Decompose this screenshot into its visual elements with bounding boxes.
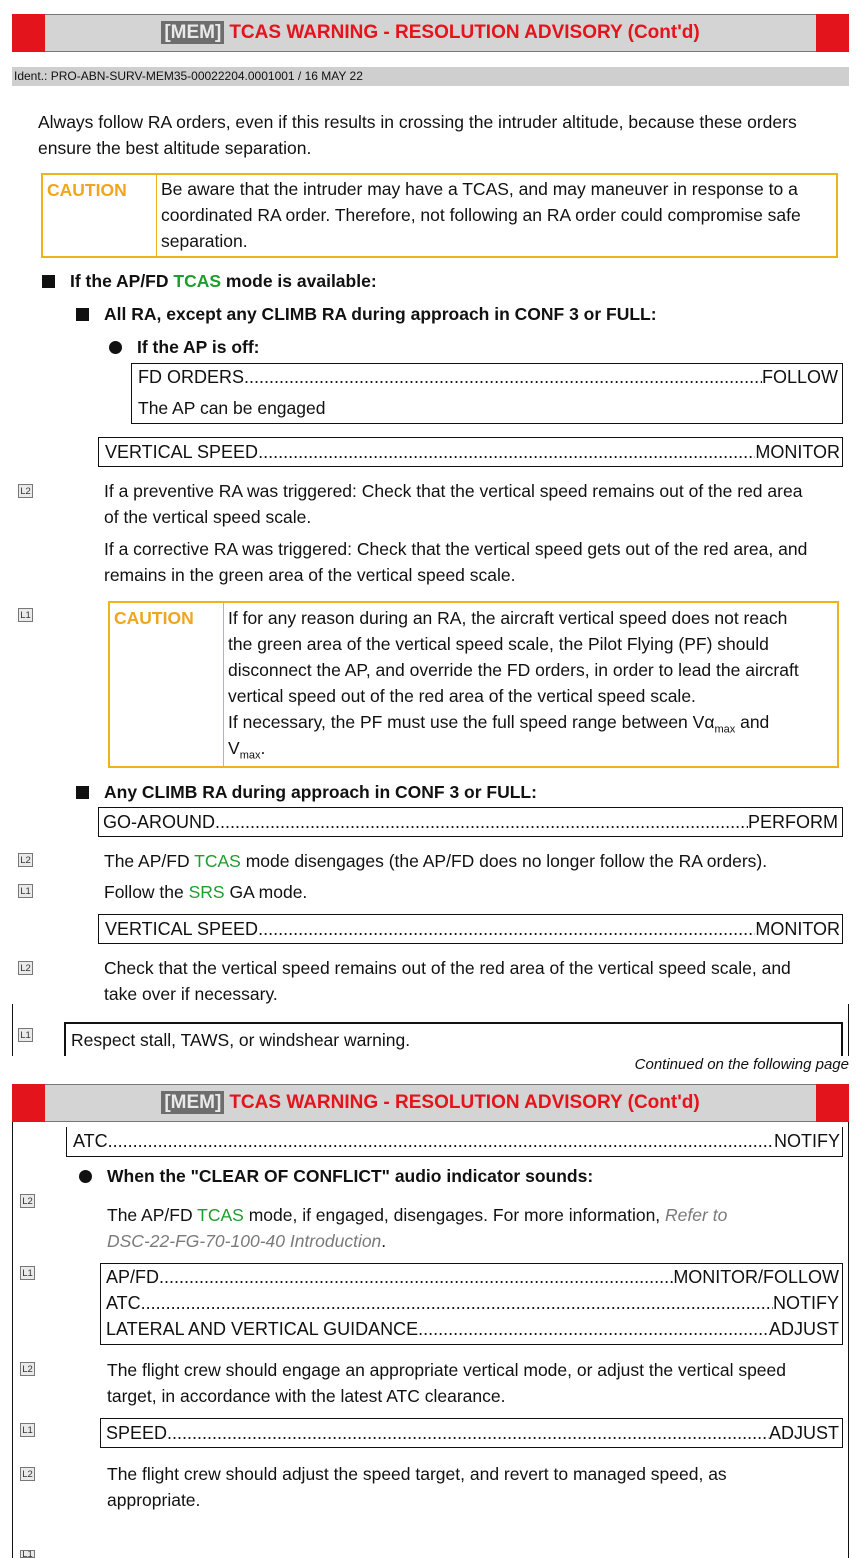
square-bullet-icon	[42, 275, 55, 288]
clear-post: mode, if engaged, disengages. For more information,	[243, 1205, 666, 1225]
vs-key-2: VERTICAL SPEED	[105, 919, 259, 939]
respect-box-left-border	[64, 1022, 66, 1056]
mem-tag: [MEM]	[161, 1091, 224, 1114]
caution-label-1: CAUTION	[47, 180, 127, 200]
preventive-line-2: of the vertical speed scale.	[104, 507, 312, 527]
level-badge-l2: L2	[20, 1467, 35, 1481]
caution-box-1	[41, 173, 838, 258]
caution1-line-3: separation.	[161, 231, 248, 251]
level-badge-l1-cut: L1	[20, 1550, 35, 1558]
tcas-mode-label: TCAS	[194, 851, 241, 871]
caution2-line-6	[228, 735, 265, 769]
respect-box-top-border	[64, 1022, 843, 1024]
atc-notify-box-1	[66, 1127, 843, 1157]
ident-line: Ident.: PRO-ABN-SURV-MEM35-00022204.0001001 / 16 MAY 22	[12, 67, 849, 86]
dsc-reference-link[interactable]: DSC-22-FG-70-100-40 Introduction	[107, 1231, 382, 1251]
cond1-post: mode is available:	[221, 271, 377, 291]
respect-warnings-line: Respect stall, TAWS, or windshear warning.	[71, 1030, 411, 1050]
page2-title	[13, 1085, 848, 1121]
intro-line-2: ensure the best altitude separation.	[38, 138, 312, 158]
apfd-key: AP/FD	[106, 1267, 160, 1287]
vmax-subscript: max	[239, 749, 261, 762]
speed-key: SPEED	[106, 1423, 168, 1443]
level-badge-l2: L2	[18, 961, 33, 975]
atc-key-1: ATC	[73, 1131, 108, 1151]
condition-clear-of-conflict: When the "CLEAR OF CONFLICT" audio indicator sounds:	[107, 1166, 594, 1186]
fd-orders-line	[138, 364, 838, 390]
caution-box-2	[108, 601, 839, 768]
condition-all-ra: All RA, except any CLIMB RA during approach in CONF 3 or FULL:	[104, 304, 657, 324]
caution-divider-2	[223, 603, 224, 766]
speed-adjust-box	[100, 1418, 843, 1448]
atc-key-2: ATC	[106, 1293, 141, 1313]
atc-value-2: NOTIFY	[773, 1293, 839, 1313]
caution2-line-3: disconnect the AP, and override the FD orders, in order to lead the aircraft	[228, 660, 799, 680]
level-badge-l2: L2	[20, 1362, 35, 1376]
disengage-line	[104, 848, 767, 875]
dot-leader	[108, 1128, 774, 1154]
preventive-line-1: If a preventive RA was triggered: Check that the vertical speed remains out of the red area	[104, 481, 803, 501]
vs-monitor-box-2	[98, 914, 843, 944]
level-badge-l1: L1	[18, 608, 33, 622]
caution2-line-4: vertical speed out of the red area of the vertical speed scale.	[228, 686, 696, 706]
condition-ap-off: If the AP is off:	[137, 337, 260, 357]
check-vs-line-2: take over if necessary.	[104, 984, 278, 1004]
atc-value-1: NOTIFY	[774, 1131, 840, 1151]
page-left-rule	[12, 1004, 13, 1056]
tcas-mode-label: TCAS	[197, 1205, 244, 1225]
follow-srs-post: GA mode.	[224, 882, 308, 902]
follow-srs-pre: Follow the	[104, 882, 189, 902]
condition-ap-fd-available	[70, 268, 377, 295]
apfd-atc-guidance-box	[100, 1263, 843, 1345]
check-vs-line-1: Check that the vertical speed remains out of the red area of the vertical speed scale, and	[104, 958, 791, 978]
caution2-line-1: If for any reason during an RA, the aircraft vertical speed does not reach	[228, 608, 788, 628]
disengage-pre: The AP/FD	[104, 851, 195, 871]
vs-monitor-line-2	[105, 916, 840, 942]
go-around-box	[98, 807, 843, 837]
clear-line-1	[107, 1202, 727, 1229]
speed-adjust-line	[106, 1420, 839, 1446]
caution2-line-2: the green area of the vertical speed scale, the Pilot Flying (PF) should	[228, 634, 769, 654]
clear-line-2	[107, 1228, 386, 1255]
adjust-speed-line-2: appropriate.	[107, 1490, 201, 1510]
page-right-rule	[848, 1004, 849, 1056]
speed-value: ADJUST	[768, 1423, 839, 1443]
disengage-post: mode disengages (the AP/FD does no longer follow the RA orders).	[240, 851, 768, 871]
vs-value-2: MONITOR	[755, 919, 840, 939]
caution1-line-1: Be aware that the intruder may have a TCAS, and may maneuver in response to a	[161, 179, 798, 199]
dot-leader	[418, 1316, 769, 1342]
page1-title	[13, 15, 848, 51]
fd-orders-box	[131, 363, 843, 424]
atc-notify-line-2	[106, 1290, 839, 1316]
crew-vertical-line-1: The flight crew should engage an appropriate vertical mode, or adjust the vertical speed	[107, 1360, 787, 1380]
ap-can-be-engaged-note: The AP can be engaged	[138, 398, 326, 418]
caution1-line-2: coordinated RA order. Therefore, not following an RA order could compromise safe	[161, 205, 801, 225]
intro-line-1: Always follow RA orders, even if this results in crossing the intruder altitude, because these orders	[38, 112, 797, 132]
adjust-speed-line-1: The flight crew should adjust the speed target, and revert to managed speed, as	[107, 1464, 727, 1484]
corrective-line-1: If a corrective RA was triggered: Check that the vertical speed gets out of the red area, and	[104, 539, 808, 559]
clear-line-2-period: .	[381, 1231, 387, 1251]
level-badge-l2: L2	[18, 484, 33, 498]
respect-box-right-border	[841, 1022, 843, 1056]
header-title-text: TCAS WARNING - RESOLUTION ADVISORY (Cont'd)	[229, 1092, 700, 1113]
round-bullet-icon	[79, 1170, 92, 1183]
dot-leader	[141, 1290, 773, 1316]
level-badge-l1: L1	[20, 1266, 35, 1280]
lateral-vertical-guidance-line	[106, 1316, 839, 1342]
header-title-text: TCAS WARNING - RESOLUTION ADVISORY (Cont'd)	[229, 22, 700, 43]
apfd-value: MONITOR/FOLLOW	[673, 1267, 839, 1287]
vamax-text: If necessary, the PF must use the full speed range between Vα	[228, 712, 715, 732]
round-bullet-icon	[109, 341, 122, 354]
srs-mode-label: SRS	[188, 882, 225, 902]
corrective-line-2: remains in the green area of the vertical speed scale.	[104, 565, 516, 585]
fd-orders-key: FD ORDERS	[138, 367, 245, 387]
square-bullet-icon	[76, 308, 89, 321]
refer-to-text: Refer to	[665, 1205, 728, 1225]
page2-right-rule	[848, 1122, 849, 1558]
go-around-key: GO-AROUND	[103, 812, 215, 832]
vs-monitor-box-1	[98, 437, 843, 467]
caution-label-2: CAUTION	[114, 608, 194, 628]
vamax-subscript: max	[714, 723, 736, 736]
level-badge-l1: L1	[20, 1423, 35, 1437]
square-bullet-icon	[76, 786, 89, 799]
level-badge-l2: L2	[18, 853, 33, 867]
vs-value-1: MONITOR	[755, 442, 840, 462]
page1-header	[12, 14, 849, 52]
dot-leader	[244, 364, 762, 390]
fd-orders-value: FOLLOW	[761, 367, 838, 387]
vamax-and: and	[735, 712, 770, 732]
level-badge-l2: L2	[20, 1194, 35, 1208]
condition-climb-ra: Any CLIMB RA during approach in CONF 3 or FULL:	[104, 782, 537, 802]
tcas-mode-label: TCAS	[173, 271, 222, 291]
vs-key-1: VERTICAL SPEED	[105, 442, 259, 462]
follow-srs-line	[104, 879, 307, 906]
vmax-period: .	[260, 738, 266, 758]
apfd-line	[106, 1264, 839, 1290]
lat-value: ADJUST	[768, 1319, 839, 1339]
dot-leader	[258, 916, 755, 942]
level-badge-l1: L1	[18, 1028, 33, 1042]
crew-vertical-line-2: target, in accordance with the latest ATC clearance.	[107, 1386, 506, 1406]
mem-tag: [MEM]	[161, 21, 224, 44]
dot-leader	[159, 1264, 673, 1290]
clear-pre: The AP/FD	[107, 1205, 198, 1225]
dot-leader	[215, 809, 748, 835]
vs-monitor-line-1	[105, 439, 840, 465]
cond1-pre: If the AP/FD	[70, 271, 174, 291]
go-around-line	[103, 809, 838, 835]
caution2-line-5	[228, 709, 769, 743]
dot-leader	[167, 1420, 769, 1446]
page2-header	[12, 1084, 849, 1122]
caution-divider-1	[156, 175, 157, 256]
dot-leader	[258, 439, 755, 465]
vmax-text: V	[228, 738, 240, 758]
go-around-value: PERFORM	[748, 812, 838, 832]
lat-key: LATERAL AND VERTICAL GUIDANCE	[106, 1319, 419, 1339]
page2-left-rule	[12, 1122, 13, 1558]
continued-note: Continued on the following page	[634, 1056, 849, 1073]
level-badge-l1: L1	[18, 884, 33, 898]
atc-notify-line-1	[73, 1128, 840, 1154]
